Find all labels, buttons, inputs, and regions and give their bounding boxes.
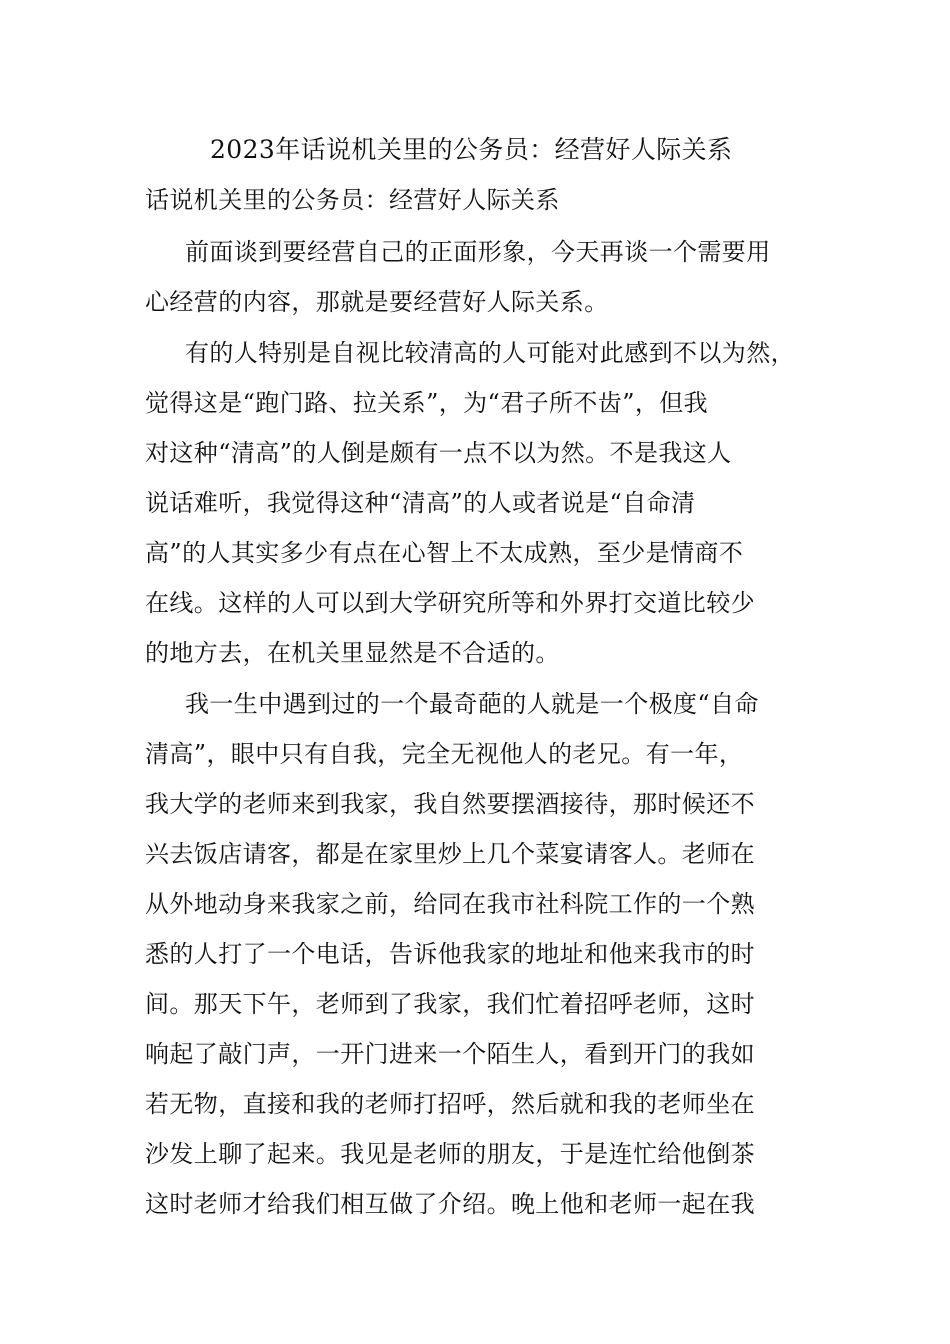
paragraph-line: 我一生中遇到过的一个最奇葩的人就是一个极度“自命: [185, 690, 759, 718]
document-subtitle: 话说机关里的公务员：经营好人际关系: [145, 186, 560, 214]
paragraph-line: 从外地动身来我家之前，给同在我市社科院工作的一个熟: [145, 890, 755, 918]
paragraph-line: 清高”，眼中只有自我，完全无视他人的老兄。有一年，: [145, 740, 744, 768]
paragraph-line: 兴去饭店请客，都是在家里炒上几个菜宴请客人。老师在: [145, 840, 755, 868]
paragraph-line: 对这种“清高”的人倒是颇有一点不以为然。不是我这人: [145, 439, 732, 467]
paragraph-line: 悉的人打了一个电话，告诉他我家的地址和他来我市的时: [145, 940, 755, 968]
paragraph-line: 在线。这样的人可以到大学研究所等和外界打交道比较少: [145, 589, 755, 617]
paragraph-line: 沙发上聊了起来。我见是老师的朋友，于是连忙给他倒茶: [145, 1140, 755, 1168]
document-title: 2023年话说机关里的公务员：经营好人际关系: [210, 135, 733, 164]
paragraph-line: 的地方去，在机关里显然是不合适的。: [145, 639, 560, 667]
paragraph-line: 心经营的内容，那就是要经营好人际关系。: [145, 288, 609, 316]
paragraph-line: 这时老师才给我们相互做了介绍。晚上他和老师一起在我: [145, 1190, 755, 1218]
paragraph-line: 觉得这是“跑门路、拉关系”，为“君子所不齿”，但我: [145, 389, 709, 417]
paragraph-line: 有的人特别是自视比较清高的人可能对此感到不以为然，: [185, 339, 795, 367]
paragraph-line: 前面谈到要经营自己的正面形象，今天再谈一个需要用: [185, 238, 771, 266]
paragraph-line: 间。那天下午，老师到了我家，我们忙着招呼老师，这时: [145, 990, 755, 1018]
paragraph-line: 响起了敲门声，一开门进来一个陌生人，看到开门的我如: [145, 1040, 755, 1068]
paragraph-line: 说话难听，我觉得这种“清高”的人或者说是“自命清: [145, 489, 696, 517]
paragraph-line: 若无物，直接和我的老师打招呼，然后就和我的老师坐在: [145, 1090, 755, 1118]
paragraph-line: 我大学的老师来到我家，我自然要摆酒接待，那时候还不: [145, 790, 755, 818]
paragraph-line: 高”的人其实多少有点在心智上不太成熟，至少是情商不: [145, 539, 744, 567]
